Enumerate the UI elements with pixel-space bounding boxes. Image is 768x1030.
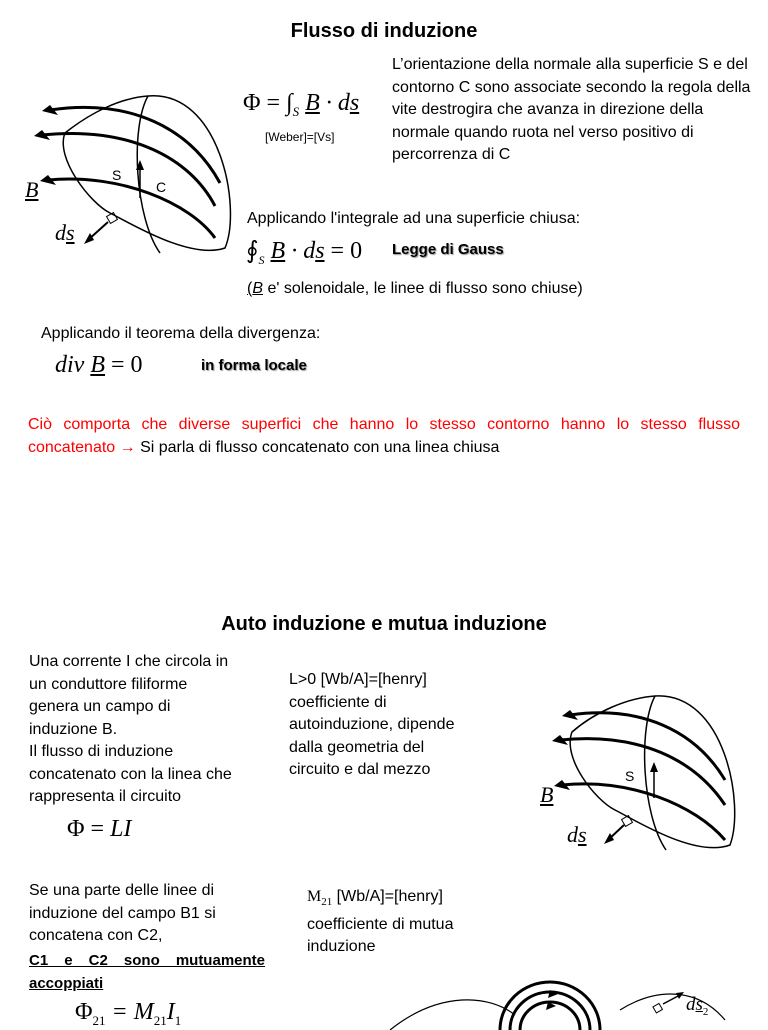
orientation-text: L’orientazione della normale alla superficie S e del contorno C sono associate secondo la regola della vite destrogira che avanza in direzione della normale quando ruota nel verso positivo di percorrenza di C	[392, 56, 751, 163]
gauss-formula: $∮_S$ B · ds = 0	[246, 238, 363, 267]
units-label: [Weber]=[Vs]	[265, 130, 335, 144]
ds-label-2: ds	[567, 822, 587, 847]
gauss-law-label: Legge di Gauss	[392, 241, 504, 258]
solenoidal-note: (B e' solenoidale, le linee di flusso sono chiuse)	[247, 280, 583, 297]
flux-surface-figure	[20, 88, 240, 268]
local-form-label: in forma locale	[201, 357, 307, 374]
closed-surface-intro: Applicando l'integrale ad una superficie chiusa:	[247, 210, 581, 227]
phi-li-formula: Φ = LI	[67, 816, 132, 842]
self-induction-text: Una corrente I che circola in un conduttore filiforme genera un campo di induzione B. Il flusso di induzione concatenato con la linea che rappresenta il circuito	[29, 653, 232, 805]
b-label-2: B	[540, 782, 554, 807]
phi21-formula: $\Phi_{21} = M_{21}I_1$	[75, 999, 182, 1028]
s-label-2: S	[625, 768, 635, 784]
self-induction-figure	[530, 690, 740, 860]
s-label: S	[112, 167, 122, 183]
section-title-induction: Auto induzione e mutua induzione	[221, 613, 547, 635]
flux-formula: $\Phi = \int_S$ B · ds	[243, 90, 360, 119]
mutual-inductance-coefficient-text: $M_{21}$ [Wb/A]=[henry] coefficiente di mutua induzione	[307, 888, 454, 956]
concatenated-flux-paragraph: Ciò comporta che diverse superfici che hanno lo stesso contorno hanno lo stesso flusso concatenato → Si parla di flusso concatenato con una linea chiusa	[28, 416, 740, 456]
b-label: B	[25, 177, 39, 202]
ds-label: ds	[55, 220, 75, 245]
section-title-flux: Flusso di induzione	[290, 20, 478, 42]
div-formula: div B = 0	[55, 352, 143, 378]
ds2-label: $ds_2$	[686, 994, 709, 1018]
mutually-coupled-text: C1 e C2 sono mutuamente accoppiati	[29, 952, 265, 992]
field-line-1	[50, 107, 220, 183]
mutual-induction-text: Se una parte delle linee di induzione del campo B1 si concatena con C2,	[29, 882, 216, 944]
self-inductance-coefficient-text: L>0 [Wb/A]=[henry] coefficiente di autoinduzione, dipende dalla geometria del circuito e dal mezzo	[289, 671, 455, 778]
c-label: C	[156, 179, 167, 195]
divergence-intro: Applicando il teorema della divergenza:	[41, 325, 321, 342]
